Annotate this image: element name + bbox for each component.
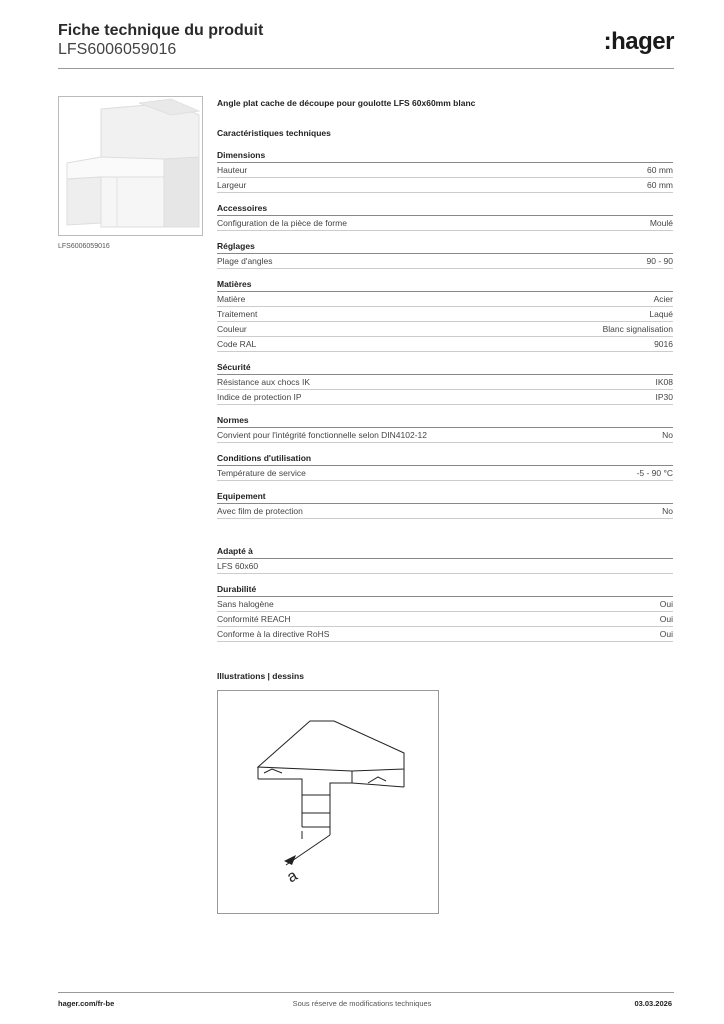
spec-value: 90 - 90 (646, 256, 673, 266)
spec-label: Traitement (217, 309, 258, 319)
spec-section (217, 202, 673, 231)
spec-value: Oui (659, 599, 673, 609)
spec-label: LFS 60x60 (217, 561, 259, 571)
header-divider (58, 68, 674, 69)
spec-label: Avec film de protection (217, 506, 303, 516)
spec-value: Oui (659, 629, 673, 639)
spec-value: No (662, 506, 673, 516)
spec-value: 60 mm (647, 180, 673, 190)
product-title: Angle plat cache de découpe pour goulotte LFS 60x60mm blanc (217, 98, 476, 108)
footer-divider (58, 992, 674, 993)
footer-date: 03.03.2026 (634, 999, 672, 1008)
spec-row (217, 375, 673, 390)
spec-label: Résistance aux chocs IK (217, 377, 311, 387)
spec-row (217, 322, 673, 337)
spec-value: IK08 (655, 377, 673, 387)
spec-row (217, 559, 673, 574)
spec-label: Couleur (217, 324, 247, 334)
page-title: Fiche technique du produit (58, 22, 264, 39)
spec-row (217, 466, 673, 481)
product-image (58, 96, 203, 236)
illustrations-heading: Illustrations | dessins (217, 671, 304, 681)
spec-value: Laqué (649, 309, 673, 319)
section-heading: Matières (217, 278, 673, 292)
spec-row (217, 178, 673, 193)
spec-label: Configuration de la pièce de forme (217, 218, 347, 228)
section-heading: Durabilité (217, 583, 673, 597)
spec-row (217, 504, 673, 519)
section-heading: Réglages (217, 240, 673, 254)
spec-section (217, 149, 673, 193)
spec-row (217, 254, 673, 269)
spec-label: Code RAL (217, 339, 257, 349)
spec-label: Indice de protection IP (217, 392, 302, 402)
spec-section (217, 490, 673, 519)
characteristics-heading: Caractéristiques techniques (217, 128, 331, 138)
spec-label: Température de service (217, 468, 306, 478)
spec-row (217, 307, 673, 322)
section-heading: Adapté à (217, 545, 673, 559)
spec-value: -5 - 90 °C (636, 468, 673, 478)
spec-row (217, 163, 673, 178)
image-caption: LFS6006059016 (58, 243, 110, 250)
spec-value: Blanc signalisation (602, 324, 673, 334)
section-heading: Conditions d'utilisation (217, 452, 673, 466)
hager-logo: :hager (603, 28, 674, 55)
product-reference: LFS6006059016 (58, 41, 177, 58)
section-heading: Normes (217, 414, 673, 428)
spec-sections (217, 149, 673, 642)
spec-section (217, 545, 673, 574)
spec-value: No (662, 430, 673, 440)
spec-label: Plage d'angles (217, 256, 273, 266)
footer-notice: Sous réserve de modifications techniques (292, 999, 432, 1008)
spec-value: Moulé (649, 218, 673, 228)
spec-section (217, 452, 673, 481)
spec-label: Matière (217, 294, 246, 304)
spec-label: Convient pour l'intégrité fonctionnelle selon DIN4102-12 (217, 430, 428, 440)
spec-label: Conforme à la directive RoHS (217, 629, 330, 639)
spec-section (217, 361, 673, 405)
section-heading: Equipement (217, 490, 673, 504)
spec-value: 60 mm (647, 165, 673, 175)
spec-section (217, 414, 673, 443)
spec-row (217, 390, 673, 405)
spec-row (217, 337, 673, 352)
spec-row (217, 627, 673, 642)
spec-label: Hauteur (217, 165, 248, 175)
dimension-label: a (284, 867, 301, 887)
footer-website[interactable]: hager.com/fr-be (58, 999, 115, 1008)
spec-row (217, 216, 673, 231)
spec-label: Sans halogène (217, 599, 274, 609)
spec-value: 9016 (654, 339, 673, 349)
spec-value: Oui (659, 614, 673, 624)
spec-row (217, 597, 673, 612)
spec-value: Acier (653, 294, 673, 304)
spec-section (217, 583, 673, 642)
page-header (58, 22, 674, 68)
spec-label: Conformité REACH (217, 614, 291, 624)
spec-panel (217, 96, 673, 642)
spec-section (217, 278, 673, 352)
section-heading: Dimensions (217, 149, 673, 163)
technical-drawing (217, 690, 439, 914)
section-heading: Accessoires (217, 202, 673, 216)
spec-label: Largeur (217, 180, 247, 190)
section-heading: Sécurité (217, 361, 673, 375)
spec-section (217, 240, 673, 269)
spec-row (217, 292, 673, 307)
spec-row (217, 428, 673, 443)
spec-row (217, 612, 673, 627)
spec-value: IP30 (655, 392, 673, 402)
